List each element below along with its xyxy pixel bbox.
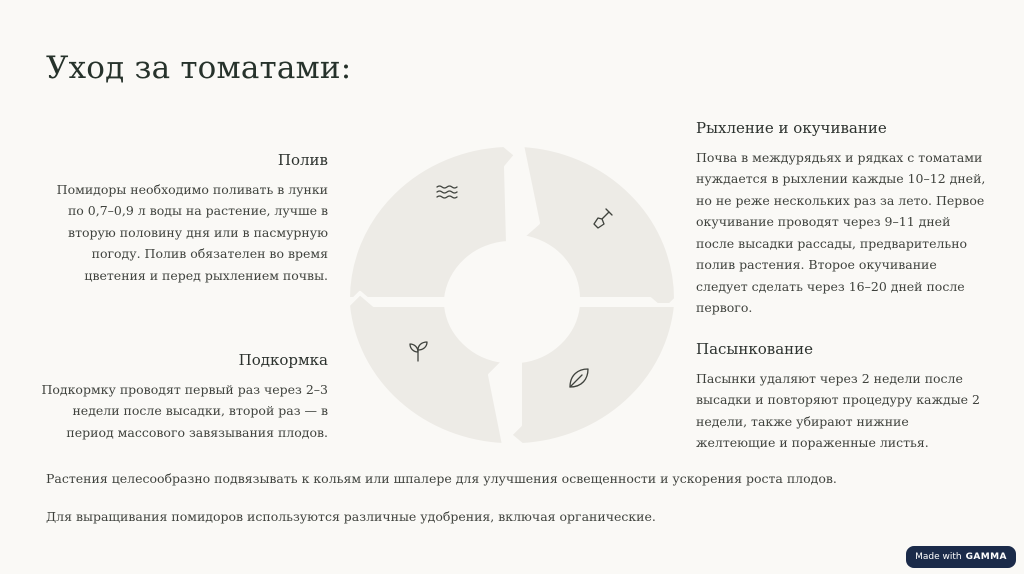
pinching-text bbox=[696, 368, 986, 454]
badge-prefix: Made with bbox=[915, 552, 962, 562]
watering-line: по 0,7–0,9 л воды на растение, лучше в bbox=[67, 203, 328, 218]
loosening-section bbox=[696, 118, 986, 319]
pinching-line: высадки и повторяют процедуру каждые 2 bbox=[696, 392, 980, 407]
footer-note-staking: Растения целесообразно подвязывать к кольям или шпалере для улучшения освещенности и ускорения роста плодов. bbox=[46, 471, 837, 486]
watering-heading: Полив bbox=[277, 151, 328, 169]
feeding-line: Подкормку проводят первый раз через 2–3 bbox=[41, 381, 328, 397]
loosening-line: нуждается в рыхлении каждые 10–12 дней, bbox=[696, 171, 986, 186]
feeding-section bbox=[40, 350, 328, 443]
pinching-heading: Пасынкование bbox=[696, 340, 814, 358]
cycle-segment-feeding bbox=[348, 293, 504, 445]
cycle-diagram bbox=[346, 145, 678, 453]
watering-line: цветения и перед рыхлением почвы. bbox=[84, 267, 328, 283]
loosening-line: после высадки рассады, предварительно bbox=[696, 235, 968, 251]
watering-line: Помидоры необходимо поливать в лунки bbox=[56, 181, 328, 197]
made-with-gamma-badge[interactable] bbox=[906, 546, 1016, 568]
pinching-line: Пасынки удаляют через 2 недели после bbox=[696, 370, 963, 386]
feeding-line: период массового завязывания плодов. bbox=[66, 424, 328, 440]
loosening-line: следует сделать через 16–20 дней после bbox=[696, 278, 965, 294]
feeding-heading: Подкормка bbox=[238, 351, 328, 369]
feeding-text bbox=[40, 379, 328, 444]
watering-section bbox=[40, 150, 328, 286]
pinching-line: недели, также убирают нижние bbox=[696, 413, 909, 429]
loosening-text bbox=[696, 147, 986, 319]
gamma-logo: GAMMA bbox=[965, 552, 1007, 562]
loosening-line: полив растения. Второе окучивание bbox=[696, 257, 937, 272]
loosening-line: окучивание проводят через 9–11 дней bbox=[696, 214, 951, 229]
cycle-segment-pinching bbox=[510, 305, 676, 445]
feeding-line: недели после высадки, второй раз — в bbox=[72, 403, 328, 418]
loosening-line: но не реже нескольких раз за лето. Первое bbox=[696, 192, 985, 208]
cycle-segment-watering bbox=[348, 145, 516, 299]
loosening-line: Почва в междурядьях и рядках с томатами bbox=[696, 149, 983, 165]
watering-line: вторую половину дня или в пасмурную bbox=[68, 224, 328, 240]
page-title: Уход за томатами: bbox=[46, 50, 352, 86]
watering-line: погоду. Полив обязателен во время bbox=[91, 246, 328, 261]
footer-note-fertilizers: Для выращивания помидоров используются различные удобрения, включая органические. bbox=[46, 509, 656, 524]
pinching-section bbox=[696, 339, 986, 454]
pinching-line: желтеющие и пораженные листья. bbox=[696, 435, 929, 450]
loosening-heading: Рыхление и окучивание bbox=[696, 119, 887, 137]
loosening-line: первого. bbox=[696, 300, 753, 315]
watering-text bbox=[40, 179, 328, 287]
